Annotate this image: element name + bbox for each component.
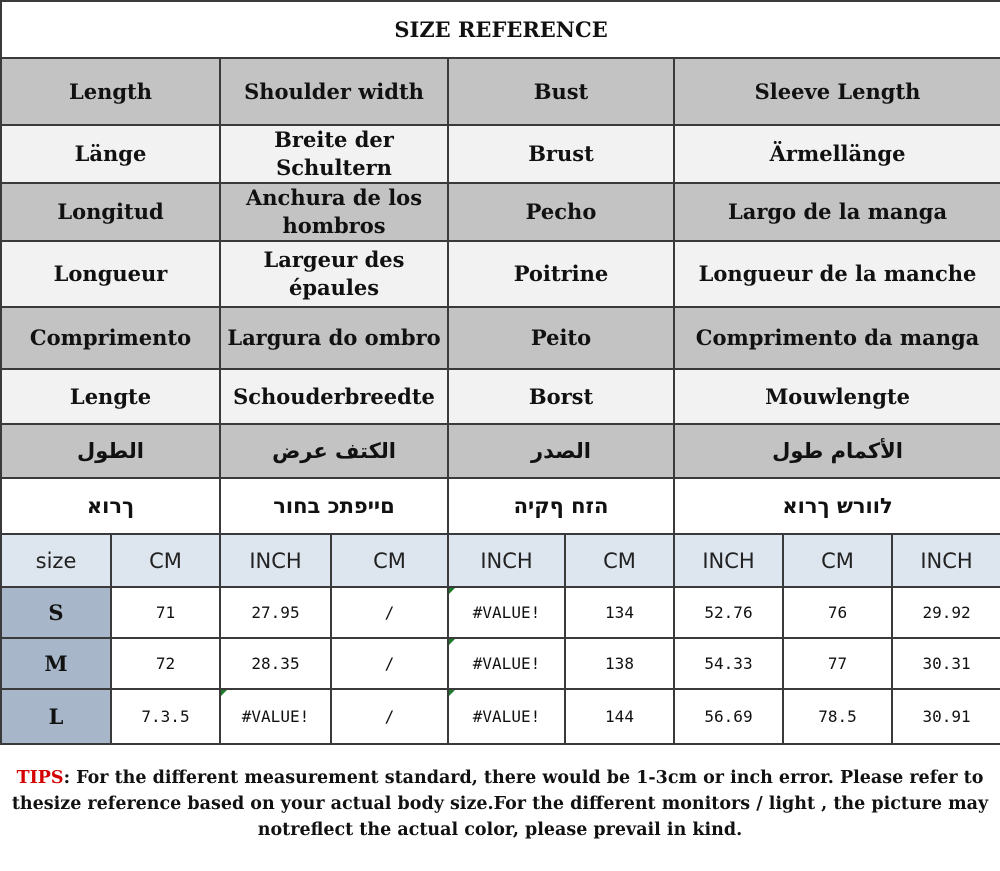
- header-shoulder: Shoulder width: [220, 58, 448, 125]
- shoulder-inch-header: INCH: [448, 534, 565, 587]
- length-inch-header: INCH: [220, 534, 331, 587]
- size-column-header: size: [1, 534, 111, 587]
- bust-inch-header: INCH: [674, 534, 783, 587]
- sleeve-inch-cell: 30.91: [892, 689, 1000, 744]
- length-inch-cell: #VALUE!: [220, 689, 331, 744]
- header-bust: Peito: [448, 307, 674, 369]
- lang-row-fr: [1, 241, 1000, 307]
- bust-cm-cell: 138: [565, 638, 674, 689]
- shoulder-inch-cell: #VALUE!: [448, 689, 565, 744]
- header-length: Länge: [1, 125, 220, 183]
- lang-row-ar: [1, 424, 1000, 478]
- header-shoulder: Breite der Schultern: [220, 125, 448, 183]
- header-sleeve: الأكمام طول: [674, 424, 1000, 478]
- header-bust: הזח ףקיה: [448, 478, 674, 534]
- length-cm-cell: 72: [111, 638, 220, 689]
- header-length: Longitud: [1, 183, 220, 241]
- tips-label: TIPS: [16, 768, 64, 788]
- header-length: ךרוא: [1, 478, 220, 534]
- header-shoulder: Largura do ombro: [220, 307, 448, 369]
- sleeve-cm-cell: 77: [783, 638, 892, 689]
- bust-inch-cell: 56.69: [674, 689, 783, 744]
- header-shoulder: الكتف عرض: [220, 424, 448, 478]
- length-inch-cell: 28.35: [220, 638, 331, 689]
- bust-inch-cell: 54.33: [674, 638, 783, 689]
- header-sleeve: לוורש ךרוא: [674, 478, 1000, 534]
- length-inch-cell: 27.95: [220, 587, 331, 638]
- table-row: [1, 638, 1000, 689]
- header-length: الطول: [1, 424, 220, 478]
- header-sleeve: Mouwlengte: [674, 369, 1000, 424]
- shoulder-cm-cell: /: [331, 638, 448, 689]
- header-sleeve: Comprimento da manga: [674, 307, 1000, 369]
- length-cm-cell: 7.3.5: [111, 689, 220, 744]
- sleeve-inch-header: INCH: [892, 534, 1000, 587]
- table-title: SIZE REFERENCE: [1, 1, 1000, 58]
- header-shoulder: Largeur des épaules: [220, 241, 448, 307]
- header-sleeve: Longueur de la manche: [674, 241, 1000, 307]
- sleeve-cm-cell: 76: [783, 587, 892, 638]
- tips-text: : For the different measurement standard, there would be 1-3cm or inch error. Please refer to thesize reference based on your actual body size.For the different monitors / light , the picture may notreflect the actual color, please prevail in kind.: [11, 768, 989, 840]
- sleeve-inch-cell: 29.92: [892, 587, 1000, 638]
- header-shoulder: םייפתכ בחור: [220, 478, 448, 534]
- tips-note: [0, 765, 1000, 843]
- length-cm-cell: 71: [111, 587, 220, 638]
- header-length: Longueur: [1, 241, 220, 307]
- header-bust: Pecho: [448, 183, 674, 241]
- header-bust: الصدر: [448, 424, 674, 478]
- size-label: S: [1, 587, 111, 638]
- lang-row-pt: [1, 307, 1000, 369]
- header-sleeve: Ärmellänge: [674, 125, 1000, 183]
- header-shoulder: Anchura de los hombros: [220, 183, 448, 241]
- unit-row: [1, 534, 1000, 587]
- sleeve-cm-cell: 78.5: [783, 689, 892, 744]
- lang-row-de: [1, 125, 1000, 183]
- header-bust: Borst: [448, 369, 674, 424]
- shoulder-inch-cell: #VALUE!: [448, 587, 565, 638]
- table-row: [1, 689, 1000, 744]
- size-label: M: [1, 638, 111, 689]
- header-length: Lengte: [1, 369, 220, 424]
- sleeve-cm-header: CM: [783, 534, 892, 587]
- bust-cm-cell: 144: [565, 689, 674, 744]
- header-sleeve: Largo de la manga: [674, 183, 1000, 241]
- bust-inch-cell: 52.76: [674, 587, 783, 638]
- lang-row-nl: [1, 369, 1000, 424]
- length-cm-header: CM: [111, 534, 220, 587]
- header-bust: Bust: [448, 58, 674, 125]
- header-length: Comprimento: [1, 307, 220, 369]
- sleeve-inch-cell: 30.31: [892, 638, 1000, 689]
- bust-cm-cell: 134: [565, 587, 674, 638]
- bust-cm-header: CM: [565, 534, 674, 587]
- size-label: L: [1, 689, 111, 744]
- shoulder-cm-header: CM: [331, 534, 448, 587]
- shoulder-inch-cell: #VALUE!: [448, 638, 565, 689]
- lang-row-he: [1, 478, 1000, 534]
- header-bust: Poitrine: [448, 241, 674, 307]
- shoulder-cm-cell: /: [331, 587, 448, 638]
- header-length: Length: [1, 58, 220, 125]
- lang-row-en: [1, 58, 1000, 125]
- shoulder-cm-cell: /: [331, 689, 448, 744]
- header-shoulder: Schouderbreedte: [220, 369, 448, 424]
- table-row: [1, 587, 1000, 638]
- lang-row-es: [1, 183, 1000, 241]
- header-bust: Brust: [448, 125, 674, 183]
- header-sleeve: Sleeve Length: [674, 58, 1000, 125]
